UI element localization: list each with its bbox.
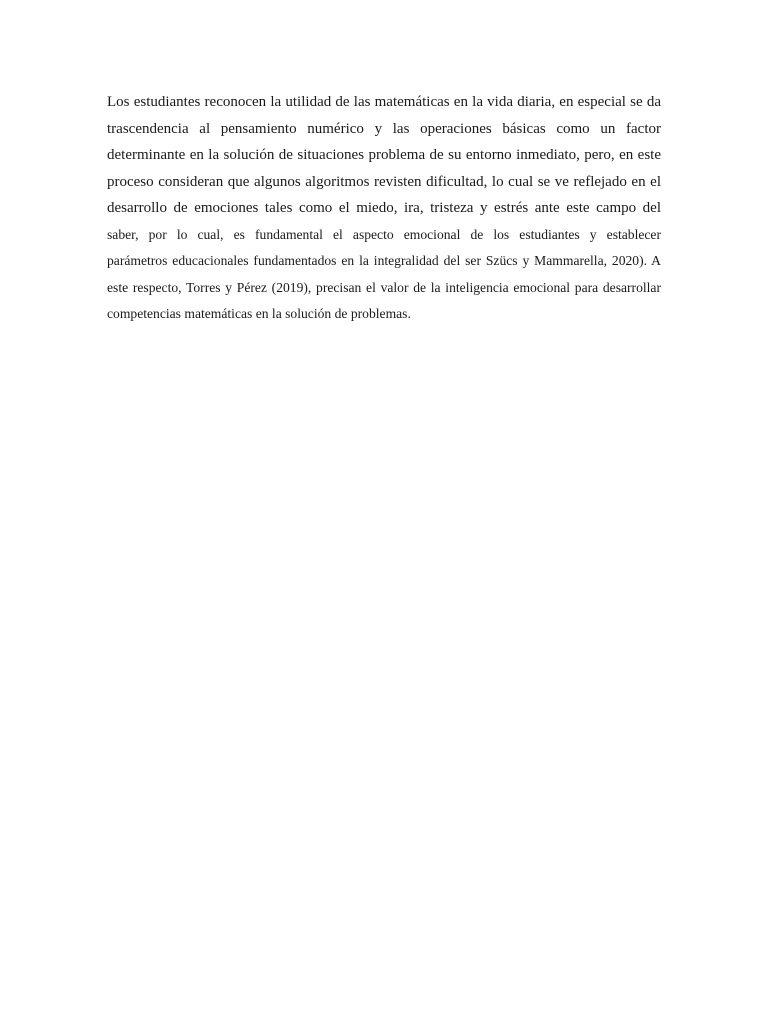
paragraph-line: proceso consideran que algunos algoritmos revisten dificultad, lo cual se ve reflejado en el <box>107 173 661 190</box>
paragraph-line: desarrollo de emociones tales como el miedo, ira, tristeza y estrés ante este campo del <box>107 200 661 216</box>
paragraph-line: determinante en la solución de situaciones problema de su entorno inmediato, pero, en este <box>107 147 661 163</box>
paragraph-line: parámetros educacionales fundamentados en la integralidad del ser Szücs y Mammarella, 2020). A <box>107 253 661 268</box>
body-paragraph <box>107 89 661 328</box>
paragraph-line: Los estudiantes reconocen la utilidad de las matemáticas en la vida diaria, en especial se da <box>107 94 661 110</box>
paragraph-line: este respecto, Torres y Pérez (2019), precisan el valor de la inteligencia emocional para desarrollar <box>107 279 661 295</box>
paragraph-line: competencias matemáticas en la solución de problemas. <box>107 306 411 321</box>
paragraph-line: saber, por lo cual, es fundamental el aspecto emocional de los estudiantes y establecer <box>107 226 661 242</box>
paragraph-line: trascendencia al pensamiento numérico y las operaciones básicas como un factor <box>107 120 661 137</box>
